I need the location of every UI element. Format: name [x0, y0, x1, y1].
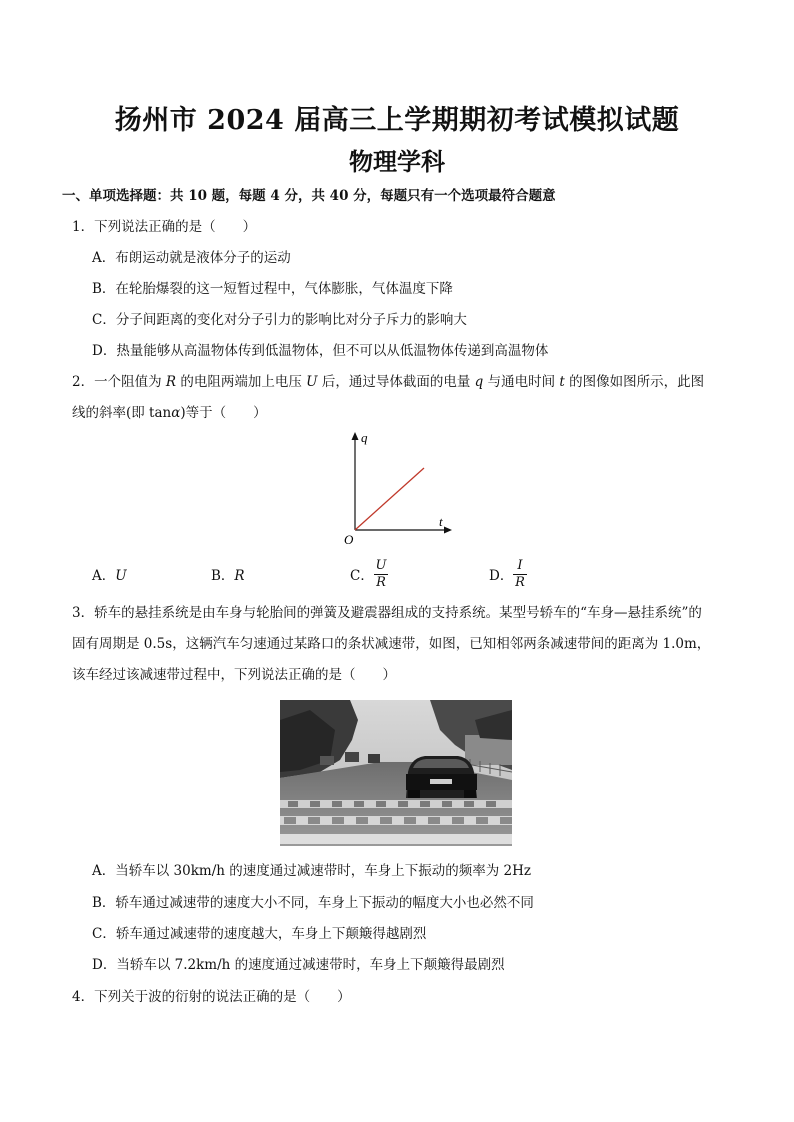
- q1-option-c: C．分子间距离的变化对分子引力的影响比对分子斥力的影响大: [92, 312, 467, 328]
- origin-label: O: [344, 532, 354, 547]
- q4-stem: 4．下列关于波的衍射的说法正确的是（ ）: [72, 989, 351, 1005]
- exam-title: 扬州市 2024 届高三上学期期初考试模拟试题: [114, 105, 680, 136]
- q2-stem-line1: 2．一个阻值为 R 的电阻两端加上电压 U 后，通过导体截面的电量 q 与通电时间 t 的图像如图所示，此图: [72, 374, 705, 390]
- y-axis-label: q: [361, 430, 368, 445]
- q-t-line: [355, 468, 424, 530]
- q3-option-a: A．当轿车以 30km/h 的速度通过减速带时，车身上下振动的频率为 2Hz: [92, 863, 531, 879]
- q3-option-c: C．轿车通过减速带的速度越大，车身上下颠簸得越剧烈: [92, 926, 427, 942]
- q3-stem-line1: 3．轿车的悬挂系统是由车身与轮胎间的弹簧及避震器组成的支持系统。某型号轿车的“车身—悬挂系统”的: [72, 605, 702, 621]
- q1-option-d: D．热量能够从高温物体传到低温物体，但不可以从低温物体传递到高温物体: [92, 343, 549, 359]
- q1-option-b: B．在轮胎爆裂的这一短暂过程中，气体膨胀，气体温度下降: [92, 281, 453, 297]
- q2-graph: [338, 430, 458, 550]
- q1-option-a: A．布朗运动就是液体分子的运动: [92, 250, 291, 266]
- q3-stem-line3: 该车经过该减速带过程中，下列说法正确的是（ ）: [72, 667, 396, 683]
- x-axis-label: t: [439, 514, 443, 529]
- q1-stem: 1．下列说法正确的是（ ）: [72, 219, 257, 235]
- q2-option-c-fraction: $\frac{U}{R}$: [375, 558, 387, 590]
- subject-title: 物理学科: [349, 147, 445, 176]
- q2-option-d-fraction: $\frac{I}{R}$: [513, 558, 527, 591]
- q3-option-b: B．轿车通过减速带的速度大小不同，车身上下振动的幅度大小也必然不同: [92, 895, 534, 911]
- q2-stem-line2: 线的斜率(即 tanα)等于（ ）: [72, 405, 267, 421]
- speed-bump-car-photo: [280, 700, 512, 846]
- x-axis-arrow: [444, 527, 452, 534]
- q2-option-a: A．U: [92, 568, 127, 584]
- q3-option-d: D．当轿车以 7.2km/h 的速度通过减速带时，车身上下颠簸得最剧烈: [92, 957, 505, 973]
- q2-option-b: B．R: [211, 568, 245, 584]
- q2-option-c-prefix: C．: [350, 568, 374, 584]
- q3-stem-line2: 固有周期是 0.5s，这辆汽车匀速通过某路口的条状减速带，如图，已知相邻两条减速带间的距离为 1.0m，: [72, 636, 711, 652]
- y-axis-arrow: [352, 432, 359, 440]
- section-heading: 一、单项选择题：共 10 题，每题 4 分，共 40 分，每题只有一个选项最符合题意: [62, 188, 556, 204]
- q2-option-d-prefix: D．: [489, 568, 514, 584]
